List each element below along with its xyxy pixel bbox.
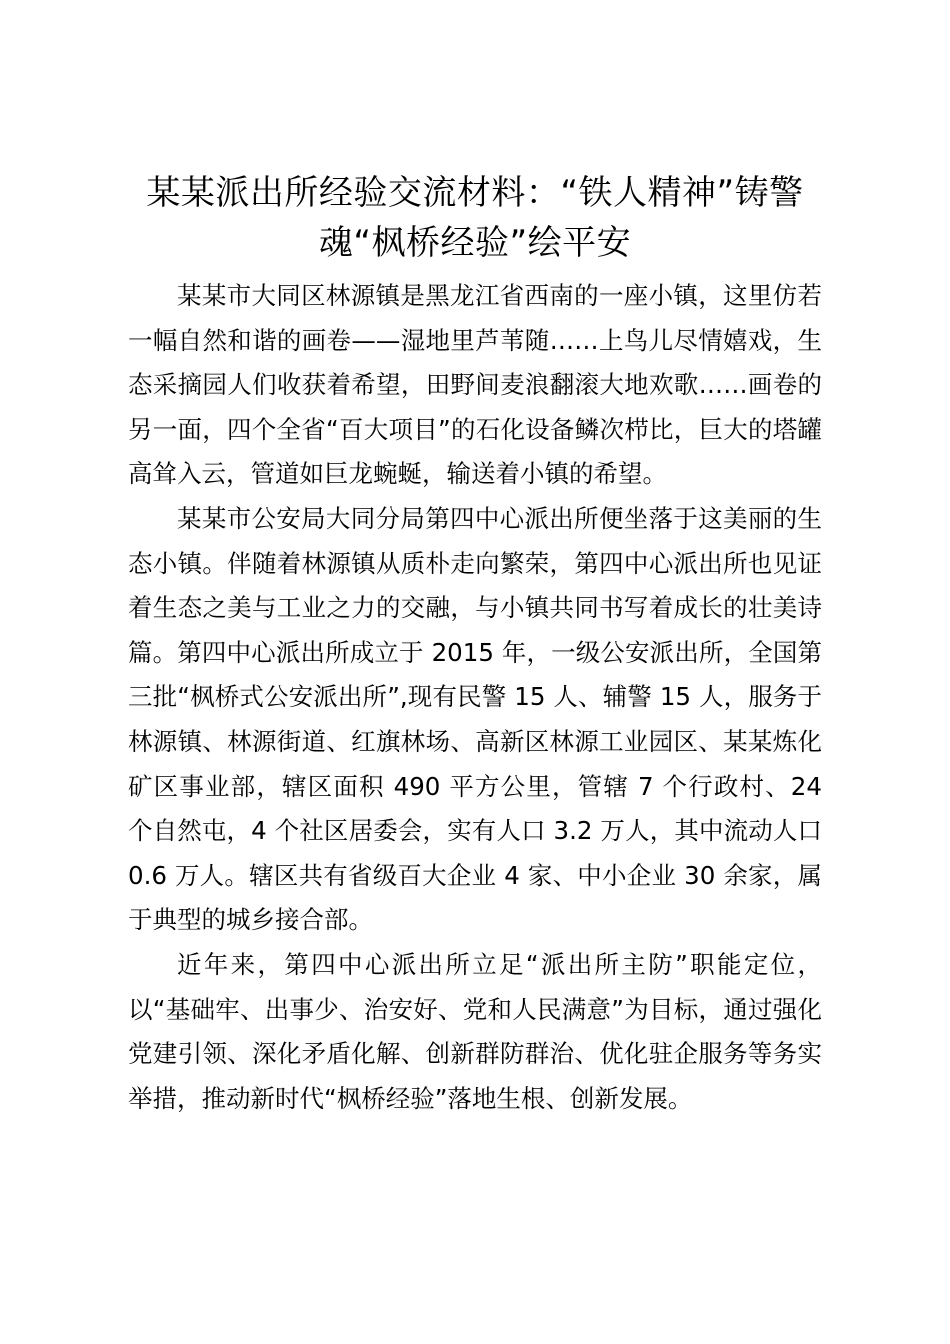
paragraph: 某某市公安局大同分局第四中心派出所便坐落于这美丽的生态小镇。伴随着林源镇从质朴走向繁荣，第四中心派出所也见证着生态之美与工业之力的交融，与小镇共同书写着成长的壮美诗篇。第四中心派出所成立于 2015 年，一级公安派出所，全国第三批“枫桥式公安派出所”,现有民警 15 人、辅警 15 人，服务于林源镇、林源街道、红旗林场、高新区林源工业园区、某某炼化矿区事业部，辖区面积 490 平方公里，管辖 7 个行政村、24 个自然屯，4 个社区居委会，实有人口 3.2 万人，其中流动人口 0.6 万人。辖区共有省级百大企业 4 家、中小企业 30 余家，属于典型的城乡接合部。 xyxy=(128,503,822,935)
document-body xyxy=(128,274,822,1121)
paragraph: 某某市大同区林源镇是黑龙江省西南的一座小镇，这里仿若一幅自然和谐的画卷——湿地里芦苇随……上鸟儿尽情嬉戏，生态采摘园人们收获着希望，田野间麦浪翻滚大地欢歌……画卷的另一面，四个全省“百大项目”的石化设备鳞次栉比，巨大的塔罐高耸入云，管道如巨龙蜿蜒，输送着小镇的希望。 xyxy=(128,281,822,489)
document-title: 某某派出所经验交流材料：“铁人精神”铸警魂“枫桥经验”绘平安 xyxy=(146,173,804,263)
paragraph: 近年来，第四中心派出所立足“派出所主防”职能定位，以“基础牢、出事少、治安好、党和人民满意”为目标，通过强化党建引领、深化矛盾化解、创新群防群治、优化驻企服务等务实举措，推动新时代“枫桥经验”落地生根、创新发展。 xyxy=(128,949,822,1113)
